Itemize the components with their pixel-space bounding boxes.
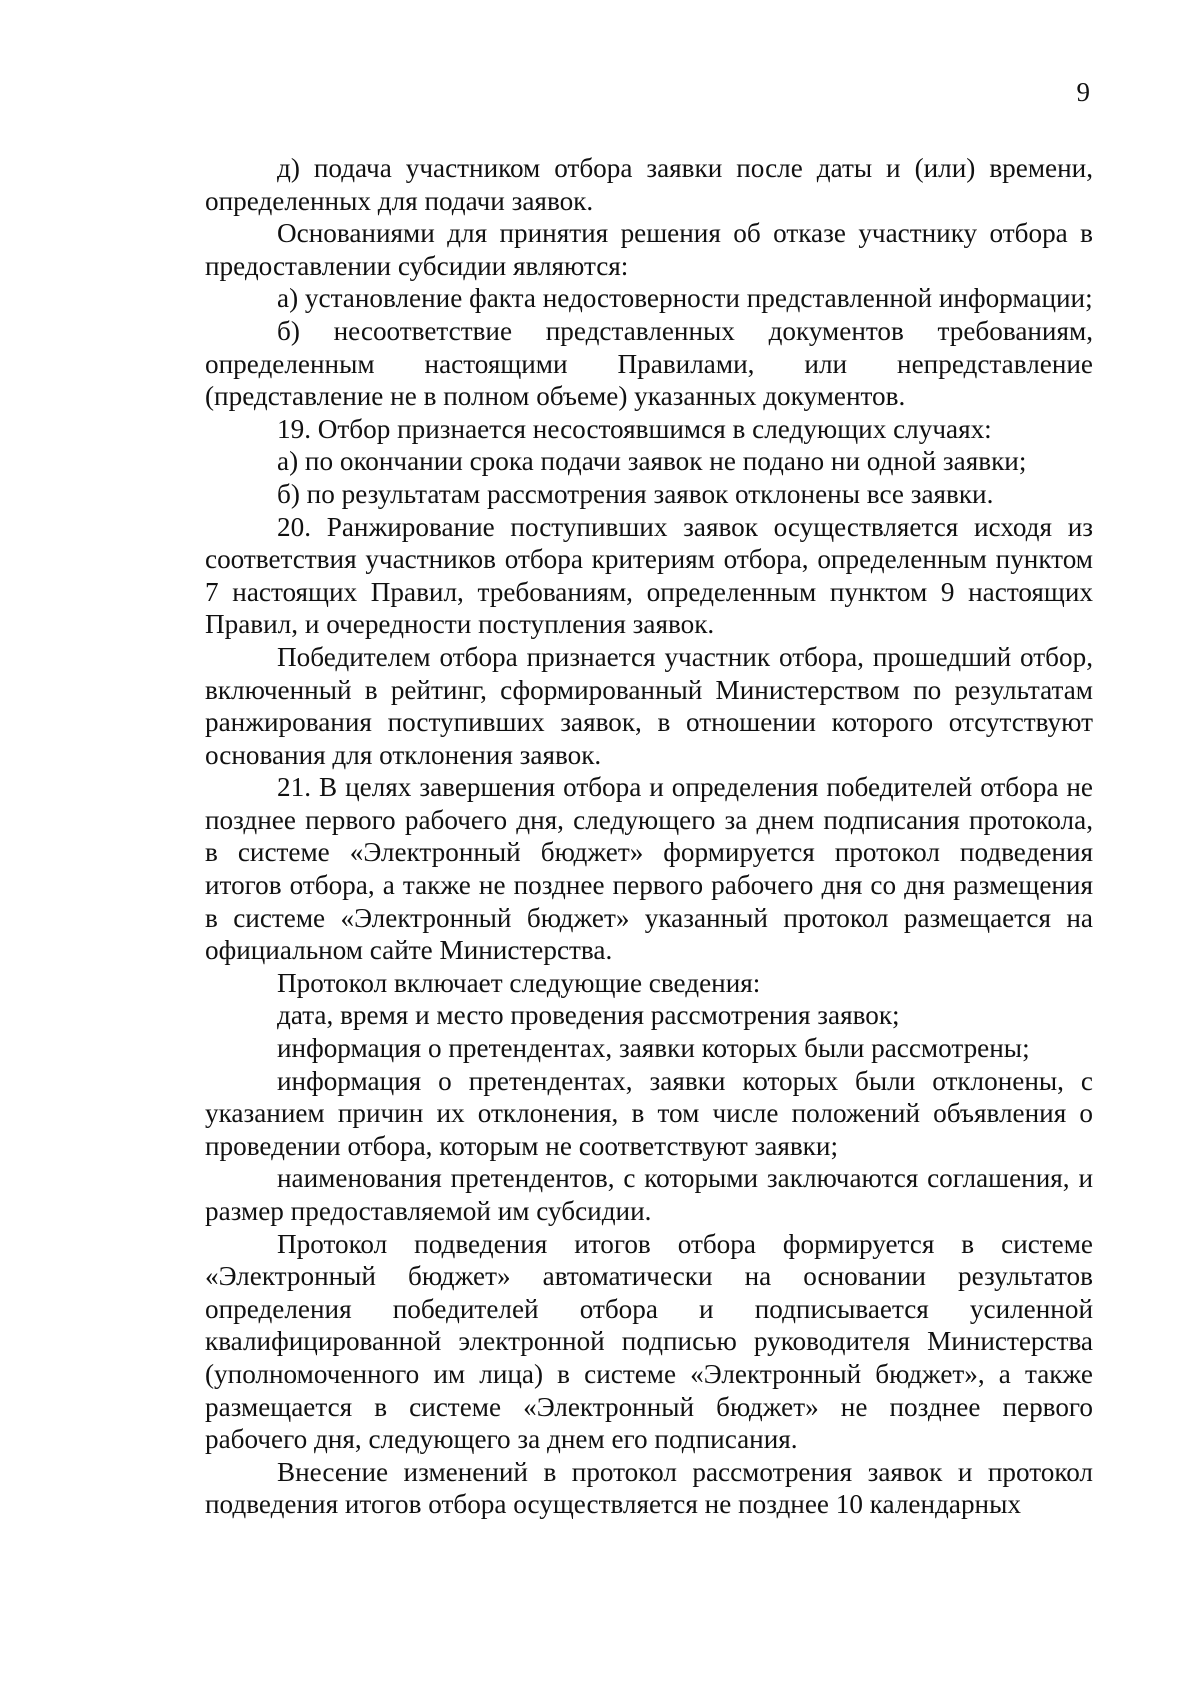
paragraph: д) подача участником отбора заявки после даты и (или) времени, определенных для подачи заявок. xyxy=(205,153,1093,216)
paragraph: а) по окончании срока подачи заявок не подано ни одной заявки; xyxy=(277,446,1027,477)
page-number: 9 xyxy=(1076,77,1090,107)
paragraph: Протокол включает следующие сведения: xyxy=(277,967,761,998)
paragraph: дата, время и место проведения рассмотрения заявок; xyxy=(277,1000,900,1031)
paragraph: 19. Отбор признается несостоявшимся в следующих случаях: xyxy=(277,413,992,444)
paragraph: а) установление факта недостоверности представленной информации; xyxy=(277,283,1093,314)
paragraph: Основаниями для принятия решения об отказе участнику отбора в предоставлении субсидии являются: xyxy=(205,218,1093,281)
paragraph: информация о претендентах, заявки которых были отклонены, с указанием причин их отклонения, в том числе положений объявления о проведении отбора, которым не соответствуют заявки; xyxy=(205,1065,1093,1161)
document-body xyxy=(205,152,1093,1521)
paragraph: Протокол подведения итогов отбора формируется в системе «Электронный бюджет» автоматически на основании результатов определения победителей отбора и подписывается усиленной квалифицированной электронной подписью руководителя Министерства (уполномоченного им лица) в системе «Электронный бюджет», а также размещается в системе «Электронный бюджет» не позднее первого рабочего дня, следующего за днем его подписания. xyxy=(205,1228,1093,1455)
paragraph: б) по результатам рассмотрения заявок отклонены все заявки. xyxy=(277,478,994,509)
paragraph: наименования претендентов, с которыми заключаются соглашения, и размер предоставляемой им субсидии. xyxy=(205,1163,1093,1226)
paragraph: 21. В целях завершения отбора и определения победителей отбора не позднее первого рабочего дня, следующего за днем подписания протокола, в системе «Электронный бюджет» формируется протокол подведения итогов отбора, а также не позднее первого рабочего дня со дня размещения в системе «Электронный бюджет» указанный протокол размещается на официальном сайте Министерства. xyxy=(205,772,1093,966)
paragraph: 20. Ранжирование поступивших заявок осуществляется исходя из соответствия участников отбора критериям отбора, определенным пунктом 7 настоящих Правил, требованиям, определенным пунктом 9 настоящих Правил, и очередности поступления заявок. xyxy=(205,511,1093,640)
paragraph: информация о претендентах, заявки которых были рассмотрены; xyxy=(277,1033,1030,1064)
paragraph: б) несоответствие представленных документов требованиям, определенным настоящими Правилами, или непредставление (представление не в полном объеме) указанных документов. xyxy=(205,315,1093,412)
paragraph: Внесение изменений в протокол рассмотрения заявок и протокол подведения итогов отбора осуществляется не позднее 10 календарных xyxy=(205,1456,1093,1520)
paragraph: Победителем отбора признается участник отбора, прошедший отбор, включенный в рейтинг, сформированный Министерством по результатам ранжирования поступивших заявок, в отношении которого отсутствуют основания для отклонения заявок. xyxy=(205,641,1093,770)
